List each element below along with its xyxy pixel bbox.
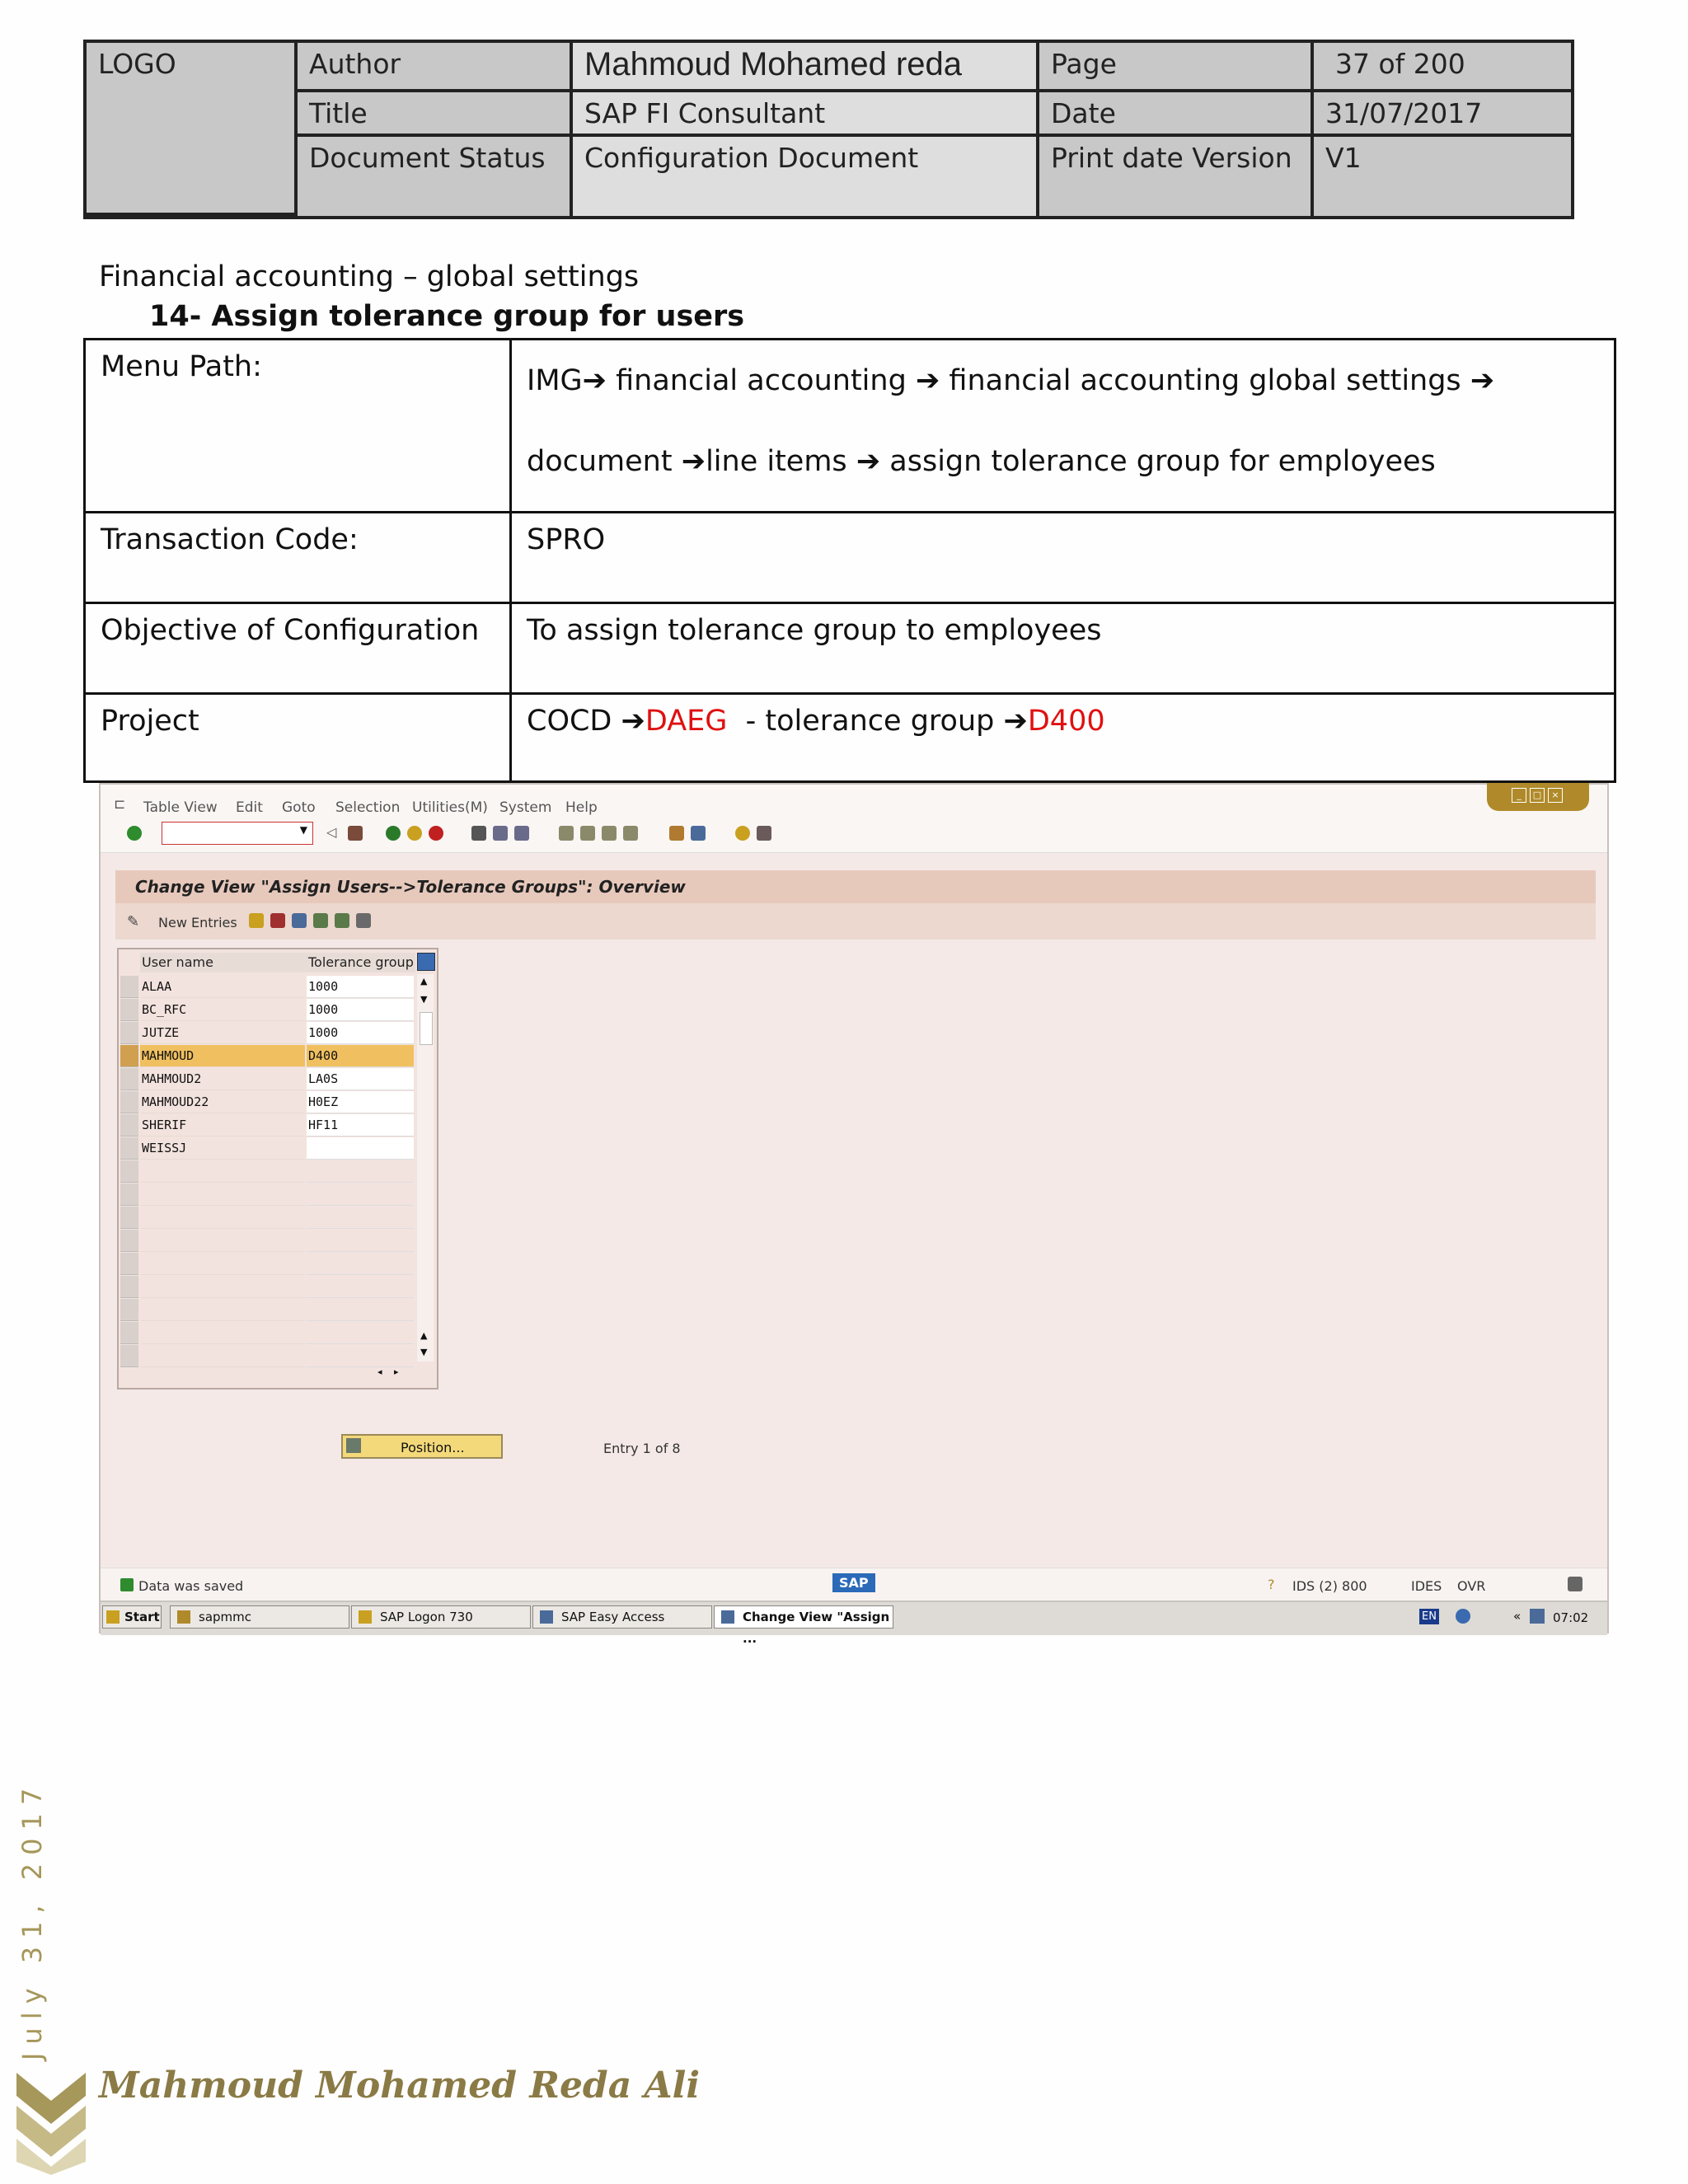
menu-table-view[interactable]: Table View bbox=[143, 799, 218, 816]
path-step: line items bbox=[706, 445, 847, 478]
deselect-all-icon[interactable] bbox=[356, 913, 371, 928]
row-selector[interactable] bbox=[120, 1322, 138, 1344]
table-row[interactable] bbox=[119, 999, 437, 1022]
row-selector[interactable] bbox=[120, 1160, 138, 1183]
menu-path-value bbox=[512, 340, 1614, 511]
shortcut-icon[interactable] bbox=[691, 826, 706, 841]
menu-path-label: Menu Path: bbox=[86, 340, 512, 511]
arrow-icon: ➔ bbox=[915, 364, 940, 397]
app-icon bbox=[721, 1610, 734, 1624]
row-selector[interactable] bbox=[120, 976, 138, 998]
undo-icon[interactable] bbox=[292, 913, 307, 928]
tolerance-group-cell[interactable] bbox=[307, 1276, 414, 1298]
tolerance-group-cell[interactable] bbox=[307, 1345, 414, 1367]
menu-system[interactable]: System bbox=[499, 799, 552, 816]
position-button[interactable] bbox=[341, 1434, 503, 1459]
previous-page-icon[interactable] bbox=[580, 826, 595, 841]
sap-status-bar bbox=[101, 1568, 1607, 1601]
last-page-icon[interactable] bbox=[623, 826, 638, 841]
cancel-icon[interactable] bbox=[429, 826, 443, 841]
objective-value: To assign tolerance group to employees bbox=[527, 614, 1102, 647]
path-step: IMG bbox=[527, 364, 583, 397]
objective-label: Objective of Configuration bbox=[86, 604, 512, 692]
task-sap-easy-access[interactable] bbox=[532, 1605, 712, 1629]
select-block-icon[interactable] bbox=[335, 913, 349, 928]
table-row[interactable] bbox=[119, 1068, 437, 1091]
row-selector[interactable] bbox=[120, 1253, 138, 1275]
menu-goto[interactable]: Goto bbox=[282, 799, 316, 816]
table-row[interactable] bbox=[119, 1230, 437, 1253]
user-name-cell: WEISSJ bbox=[140, 1137, 305, 1160]
author-value: Mahmoud Mohamed reda bbox=[573, 43, 1039, 92]
windows-taskbar bbox=[101, 1601, 1607, 1646]
page-label: Page bbox=[1039, 43, 1314, 92]
tolerance-group-cell[interactable]: 1000 bbox=[307, 1022, 414, 1044]
help-tray-icon[interactable] bbox=[1456, 1609, 1470, 1624]
table-row[interactable] bbox=[119, 976, 437, 999]
chevron-logo-icon bbox=[16, 2073, 86, 2175]
minimize-icon[interactable]: _ bbox=[1512, 788, 1526, 803]
save-icon[interactable] bbox=[348, 826, 363, 841]
arrow-icon: ➔ bbox=[582, 364, 607, 397]
table-row[interactable] bbox=[119, 1160, 437, 1183]
vertical-scrollbar[interactable] bbox=[417, 974, 434, 1361]
project-label: Project bbox=[86, 695, 512, 783]
help-icon[interactable] bbox=[735, 826, 750, 841]
user-name-cell: ALAA bbox=[140, 976, 305, 998]
table-row[interactable] bbox=[119, 1276, 437, 1299]
command-field[interactable] bbox=[162, 822, 313, 845]
row-selector[interactable] bbox=[120, 999, 138, 1021]
lock-icon[interactable] bbox=[1568, 1577, 1582, 1591]
layout-menu-icon[interactable] bbox=[757, 826, 771, 841]
menu-selection[interactable]: Selection bbox=[335, 799, 401, 816]
user-name-cell: MAHMOUD bbox=[140, 1045, 305, 1067]
sap-screenshot bbox=[99, 783, 1609, 1646]
row-selector[interactable] bbox=[120, 1045, 138, 1067]
row-selector[interactable] bbox=[120, 1230, 138, 1252]
row-selector[interactable] bbox=[120, 1345, 138, 1367]
row-selector[interactable] bbox=[120, 1022, 138, 1044]
table-row[interactable] bbox=[119, 1091, 437, 1114]
table-row[interactable] bbox=[119, 1322, 437, 1345]
copy-icon[interactable] bbox=[249, 913, 264, 928]
tolerance-group-cell[interactable]: D400 bbox=[307, 1045, 414, 1067]
menu-utilities[interactable]: Utilities(M) bbox=[412, 799, 488, 816]
arrow-icon: ➔ bbox=[681, 445, 706, 478]
objective-row bbox=[86, 604, 1614, 695]
logo-cell: LOGO bbox=[87, 43, 298, 216]
tolerance-group-cell[interactable]: HF11 bbox=[307, 1114, 414, 1137]
sap-menu-bar bbox=[101, 785, 1607, 816]
tolerance-group-cell[interactable] bbox=[307, 1299, 414, 1321]
tolerance-group-cell[interactable]: 1000 bbox=[307, 999, 414, 1021]
task-change-view[interactable] bbox=[714, 1605, 893, 1646]
tolerance-group-cell[interactable] bbox=[307, 1322, 414, 1344]
title-value: SAP FI Consultant bbox=[573, 92, 1039, 137]
scroll-up-icon[interactable]: ▲ bbox=[420, 1330, 428, 1341]
tolerance-group-cell[interactable]: 1000 bbox=[307, 976, 414, 998]
print-icon[interactable] bbox=[471, 826, 486, 841]
close-icon[interactable]: × bbox=[1548, 788, 1563, 803]
project-value bbox=[512, 695, 1614, 783]
tolerance-group-label: - tolerance group bbox=[745, 705, 995, 738]
section-heading: Financial accounting – global settings bbox=[99, 260, 640, 293]
page-value: 37 of 200 bbox=[1314, 43, 1574, 92]
start-label: Start bbox=[124, 1610, 160, 1624]
delete-icon[interactable] bbox=[270, 913, 285, 928]
success-icon bbox=[120, 1578, 134, 1591]
back-arrow-icon[interactable]: ◁ bbox=[326, 824, 337, 840]
scroll-right-icon[interactable]: ▸ bbox=[394, 1366, 399, 1377]
app-icon bbox=[359, 1610, 372, 1624]
row-selector[interactable] bbox=[120, 1091, 138, 1113]
enter-icon[interactable] bbox=[127, 826, 142, 841]
user-name-cell: MAHMOUD22 bbox=[140, 1091, 305, 1113]
configuration-table bbox=[83, 338, 1616, 783]
user-name-cell bbox=[140, 1253, 305, 1275]
scroll-thumb[interactable] bbox=[420, 1012, 433, 1045]
maximize-icon[interactable]: □ bbox=[1530, 788, 1545, 803]
tolerance-group-cell[interactable] bbox=[307, 1137, 414, 1160]
clock: 07:02 bbox=[1553, 1610, 1589, 1625]
tolerance-group-cell[interactable] bbox=[307, 1253, 414, 1275]
date-value: 31/07/2017 bbox=[1314, 92, 1574, 137]
transaction-code-value: SPRO bbox=[527, 523, 606, 556]
user-name-cell: BC_RFC bbox=[140, 999, 305, 1021]
user-name-cell bbox=[140, 1299, 305, 1321]
table-row[interactable] bbox=[119, 1137, 437, 1160]
row-selector[interactable] bbox=[120, 1276, 138, 1298]
table-row[interactable] bbox=[119, 1299, 437, 1322]
screen-title: Change View "Assign Users-->Tolerance Groups": Overview bbox=[115, 870, 1596, 903]
insert-mode[interactable]: OVR bbox=[1457, 1578, 1486, 1594]
tolerance-group-cell[interactable] bbox=[307, 1183, 414, 1206]
user-name-cell: MAHMOUD2 bbox=[140, 1068, 305, 1090]
arrow-icon: ➔ bbox=[1470, 364, 1495, 397]
print-label: Print date Version bbox=[1039, 137, 1314, 216]
next-page-icon[interactable] bbox=[602, 826, 617, 841]
row-selector[interactable] bbox=[120, 1299, 138, 1321]
tolerance-group-cell[interactable] bbox=[307, 1230, 414, 1252]
scroll-up-icon[interactable]: ▲ bbox=[420, 976, 428, 987]
tolerance-group-cell[interactable]: LA0S bbox=[307, 1068, 414, 1090]
document-header-table bbox=[83, 40, 1574, 219]
user-name-cell: SHERIF bbox=[140, 1114, 305, 1137]
tolerance-group-cell[interactable] bbox=[307, 1207, 414, 1229]
table-row[interactable] bbox=[119, 1114, 437, 1137]
table-row[interactable] bbox=[119, 1045, 437, 1068]
user-name-cell bbox=[140, 1230, 305, 1252]
network-icon bbox=[1530, 1609, 1545, 1624]
task-label: Change View "Assign ... bbox=[743, 1610, 890, 1646]
chevron-down-icon[interactable]: ▼ bbox=[299, 824, 307, 836]
row-selector[interactable] bbox=[120, 1137, 138, 1160]
footer-date: July 31, 2017 bbox=[16, 1779, 48, 2060]
path-step: financial accounting bbox=[616, 364, 907, 397]
pencil-icon[interactable]: ✎ bbox=[127, 913, 140, 930]
task-sap-logon[interactable] bbox=[351, 1605, 531, 1629]
tolerance-group-cell[interactable] bbox=[307, 1160, 414, 1183]
menu-path-line-1 bbox=[527, 340, 1599, 421]
first-page-icon[interactable] bbox=[559, 826, 574, 841]
window-controls bbox=[1487, 783, 1589, 811]
status-value: Configuration Document bbox=[573, 137, 1039, 216]
table-row[interactable] bbox=[119, 1253, 437, 1276]
user-name-cell bbox=[140, 1160, 305, 1183]
table-row[interactable] bbox=[119, 1207, 437, 1230]
user-name-cell bbox=[140, 1207, 305, 1229]
arrow-icon: ➔ bbox=[621, 705, 645, 738]
print-value: V1 bbox=[1325, 142, 1362, 174]
arrow-icon: ➔ bbox=[856, 445, 881, 478]
tray-expand-icon[interactable]: « bbox=[1513, 1609, 1522, 1624]
scroll-down-icon[interactable]: ▼ bbox=[420, 1347, 428, 1357]
table-row[interactable] bbox=[119, 1183, 437, 1207]
column-header-user[interactable]: User name bbox=[140, 953, 307, 972]
transaction-code-label: Transaction Code: bbox=[86, 513, 512, 602]
path-step: assign tolerance group for employees bbox=[889, 445, 1436, 478]
task-label: SAP Logon 730 bbox=[380, 1610, 473, 1624]
author-label: Author bbox=[298, 43, 573, 92]
scroll-left-icon[interactable]: ◂ bbox=[377, 1366, 382, 1377]
company-code-value: DAEG bbox=[645, 705, 728, 738]
footer-signature: Mahmoud Mohamed Reda Ali bbox=[99, 2064, 701, 2107]
tolerance-group-table bbox=[117, 948, 438, 1390]
windows-logo-icon bbox=[106, 1610, 120, 1624]
status-label: Document Status bbox=[298, 137, 573, 216]
menu-path-row bbox=[86, 340, 1614, 513]
column-settings-icon[interactable] bbox=[417, 953, 435, 971]
tolerance-group-cell[interactable]: H0EZ bbox=[307, 1091, 414, 1113]
sap-logo: SAP bbox=[832, 1573, 875, 1592]
find-icon[interactable] bbox=[493, 826, 508, 841]
new-entries-button[interactable]: New Entries bbox=[158, 915, 237, 930]
select-all-icon[interactable] bbox=[313, 913, 328, 928]
path-step: financial accounting global settings bbox=[949, 364, 1461, 397]
section-subheading: 14- Assign tolerance group for users bbox=[149, 300, 745, 333]
app-icon bbox=[177, 1610, 190, 1624]
menu-icon[interactable]: ⊏ bbox=[114, 796, 126, 813]
path-step: document bbox=[527, 445, 673, 478]
tolerance-group-value: D400 bbox=[1027, 705, 1105, 738]
date-label: Date bbox=[1039, 92, 1314, 137]
row-selector[interactable] bbox=[120, 1207, 138, 1229]
application-toolbar bbox=[115, 903, 1596, 940]
exit-icon[interactable] bbox=[407, 826, 422, 841]
menu-path-line-2 bbox=[527, 421, 1599, 502]
row-selector[interactable] bbox=[120, 1183, 138, 1206]
scroll-down-icon[interactable]: ▼ bbox=[420, 994, 428, 1005]
task-label: sapmmc bbox=[199, 1610, 251, 1624]
row-selector[interactable] bbox=[120, 1114, 138, 1137]
position-button-label: Position... bbox=[401, 1440, 465, 1455]
system-info[interactable]: IDS (2) 800 bbox=[1292, 1578, 1367, 1594]
menu-edit[interactable]: Edit bbox=[236, 799, 263, 816]
create-session-icon[interactable] bbox=[669, 826, 684, 841]
entry-info: Entry 1 of 8 bbox=[603, 1441, 681, 1456]
transaction-code-row bbox=[86, 513, 1614, 604]
arrow-icon: ➔ bbox=[1003, 705, 1028, 738]
task-label: SAP Easy Access bbox=[561, 1610, 665, 1624]
help-icon[interactable]: ? bbox=[1268, 1577, 1275, 1592]
menu-help[interactable]: Help bbox=[565, 799, 598, 816]
user-name-cell bbox=[140, 1183, 305, 1206]
task-sapmmc[interactable] bbox=[170, 1605, 349, 1629]
column-header-group[interactable]: Tolerance group bbox=[307, 953, 415, 972]
project-row bbox=[86, 695, 1614, 783]
user-name-cell: JUTZE bbox=[140, 1022, 305, 1044]
back-icon[interactable] bbox=[386, 826, 401, 841]
table-row[interactable] bbox=[119, 1022, 437, 1045]
title-label: Title bbox=[298, 92, 573, 137]
sap-standard-toolbar bbox=[101, 816, 1607, 853]
row-selector[interactable] bbox=[120, 1068, 138, 1090]
user-name-cell bbox=[140, 1322, 305, 1344]
user-name-cell bbox=[140, 1276, 305, 1298]
language-indicator[interactable]: EN bbox=[1419, 1609, 1439, 1624]
horizontal-scrollbar[interactable] bbox=[307, 1365, 414, 1383]
app-icon bbox=[540, 1610, 553, 1624]
cocd-label: COCD bbox=[527, 705, 612, 738]
status-message: Data was saved bbox=[138, 1578, 244, 1594]
find-next-icon[interactable] bbox=[514, 826, 529, 841]
start-button[interactable] bbox=[102, 1605, 162, 1629]
position-icon bbox=[346, 1438, 361, 1453]
server-name: IDES bbox=[1411, 1578, 1442, 1594]
user-name-cell bbox=[140, 1345, 305, 1367]
